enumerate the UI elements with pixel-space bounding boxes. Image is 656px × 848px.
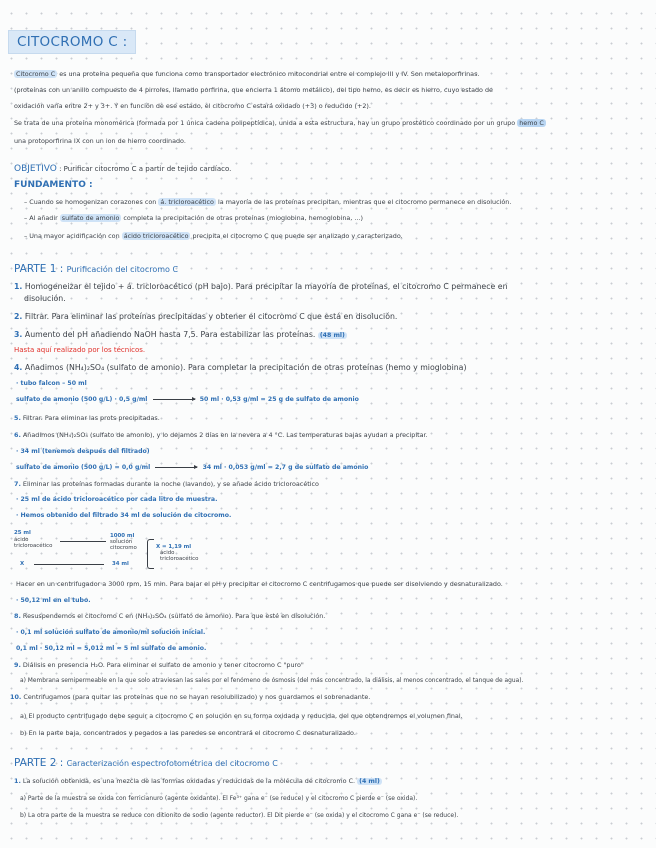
step-8-note-a: · 0,1 ml solución sulfato de amonio/ml solución inicial. (16, 629, 206, 636)
fundamento-bullet-1: – Cuando se homogenizan corazones con á. tricloroacético la mayoría de las proteínas precipitan, mientras que el citocromo permanece en disolución. (24, 198, 512, 206)
intro-line-3: oxidación varía entre 2+ y 3+. Y en función de ese estado, el citocromo C estará oxidado (+3) o reducido (+2). (14, 102, 371, 110)
diagram-arrow-bottom (34, 564, 104, 565)
step-7-centrifuge: Hacer en un centrifugador a 3000 rpm, 15 min. Para bajar el pH y precipitar el citocromo C centrifugamos que puede ser disolviendo y desnaturalizado. (16, 580, 503, 588)
parte1-step-4: 4. Añadimos (NH₄)₂SO₄ (sulfato de amonio). Para completar la precipitación de otras proteínas (hemo y mioglobina) (14, 363, 467, 372)
parte1-step-1-cont: disolución. (24, 294, 66, 303)
parte1-step-7: 7. Eliminar las proteínas formadas durante la noche (lavando), y se añade ácido tricloroacético (14, 480, 319, 488)
intro-line-1: Citocromo C es una proteína pequeña que funciona como transportador electrónico mitocondrial entre el complejo III y IV. Son metaloporfirinas. (16, 70, 480, 78)
step-8-note-b: 0,1 ml · 50,12 ml = 5,012 ml ≈ 5 ml sulfato de amonio. (16, 645, 207, 652)
red-note: Hasta aquí realizado por los técnicos. (14, 346, 146, 354)
highlight-hemo-c: hemo C (519, 119, 544, 127)
parte2-heading: PARTE 2 : Caracterización espectrofotométrica del citocromo C (14, 757, 278, 769)
objetivo-heading: OBJETIVO (14, 164, 57, 174)
intro-line-4: Se trata de una proteína monomérica (formada por 1 única cadena polipeptídica), unida a esta estructura, hay un grupo prostético coordinado por un grupo hemo C (14, 119, 544, 127)
parte1-step-8: 8. Resuspendemos el citocromo C en (NH₄)₂SO₄ (sulfato de amonio). Para que esté en disolución. (14, 612, 326, 620)
parte2-step-1: 1. La solución obtenida, es una mezcla de las formas oxidadas y reducidas de la molécula de citocromo C. (4 ml) (14, 777, 380, 785)
parte1-heading: PARTE 1 : Purificación del citocromo C (14, 263, 179, 275)
diagram-arrow-top (60, 541, 106, 542)
parte1-step-1: 1. Homogeneizar el tejido + á. tricloroacético (pH bajo). Para precipitar la mayoría de proteínas, el citocromo C permanece en (14, 282, 508, 291)
arrow-icon (153, 399, 195, 400)
step-4-calc: sulfato de amonio (500 g/L) · 0,5 g/ml 50 ml · 0,53 g/ml = 25 g de sulfato de amonio (16, 396, 359, 403)
parte1-step-6: 6. Añadimos (NH₄)₂SO₄ (sulfato de amonio), y lo dejamos 2 días en la nevera a 4 °C. Las temperaturas bajas ayudan a precipitar. (14, 431, 428, 439)
diagram-brace (147, 539, 154, 569)
intro-line-2: (proteínas con un anillo compuesto de 4 pirroles, llamado porfirina, que encierra 1 átomo metálico), del tipo hemo, es decir es hierro, cuyo estado de (14, 86, 493, 94)
highlight-citocromo: Citocromo C (16, 70, 56, 78)
objetivo-line: OBJETIVO : Purificar citocromo C a partir de tejido cardíaco. (14, 164, 232, 174)
step-4-note: · tubo falcon – 50 ml (16, 380, 87, 387)
fundamento-bullet-3: – Una mayor acidificación con ácido tricloroacético precipita el citocromo C que puede ser analizado y caracterizado. (24, 232, 403, 240)
step-7-note-b: · Hemos obtenido del filtrado 34 ml de solución de citocromo. (16, 512, 232, 519)
parte1-step-3: 3. Aumento del pH añadiendo NaOH hasta 7,5. Para estabilizar las proteínas. (48 ml) (14, 330, 345, 339)
step-6-calc: sulfato de amonio (500 g/L) = 0,0 g/ml 34 ml · 0,053 g/ml = 2,7 g de sulfato de amonio (16, 464, 369, 471)
parte1-step-2: 2. Filtrar. Para eliminar las proteínas precipitadas y obtener el citocromo C que está en disolución. (14, 312, 398, 321)
fundamento-bullet-2: – Al añadir sulfato de amonio completa la precipitación de otras proteínas (mioglobina, hemoglobina, ...) (24, 214, 363, 222)
parte1-step-9: 9. Diálisis en presencia H₂O. Para eliminar el sulfato de amonio y tener citocromo C "puro" (14, 661, 304, 669)
arrow-icon (155, 467, 197, 468)
step-7-note-a: · 25 ml de ácido tricloroacético por cada litro de muestra. (16, 496, 218, 503)
parte2-step-1-b: b) La otra parte de la muestra se reduce con ditionito de sodio (agente reductor). El Dit pierde e⁻ (se oxida) y el citocromo C gana e⁻ (se reduce). (20, 812, 459, 819)
parte1-step-5: 5. Filtrar. Para eliminar las prots precipitadas. (14, 414, 160, 422)
fundamento-heading: FUNDAMENTO : (14, 180, 93, 190)
parte2-step-1-a: a) Parte de la muestra se oxida con ferricianuro (agente oxidante). El Fe³⁺ gana e⁻ (se reduce) y el citocromo C pierde e⁻ (se oxida). (20, 795, 418, 802)
intro-line-5: una protoporfirina IX con un ion de hierro coordinado. (14, 137, 186, 145)
step-7-volume: · 50,12 ml en el tubo. (16, 597, 91, 604)
proportion-diagram: 25 ml ácido tricloroacético 1000 ml solución citocromo X 34 ml X = 1,19 ml ácido tricloroacético (14, 530, 199, 567)
parte1-step-10: 10. Centrifugamos (para quitar las proteínas que no se hayan resolubilizado) y nos guardamos el sobrenadante. (10, 693, 371, 701)
step-9-a: a) Membrana semipermeable en la que solo atraviesan las sales por el fenómeno de ósmosis (del más concentrado, la diálisis, al menos concentrado, el tanque de agua). (20, 678, 524, 684)
step-6-note: · 34 ml (tenemos después del filtrado) (16, 448, 150, 455)
page-title: CITOCROMO C : (8, 30, 136, 54)
step-10-a: a) El producto centrifugado debe seguir a citocromo C en solución en su forma oxidada y reducida, del que obtendremos el volumen final. (20, 712, 463, 720)
step-10-b: b) En la parte baja, concentrados y pegados a las paredes se encontrará el citocromo C desnaturalizado. (20, 729, 356, 737)
